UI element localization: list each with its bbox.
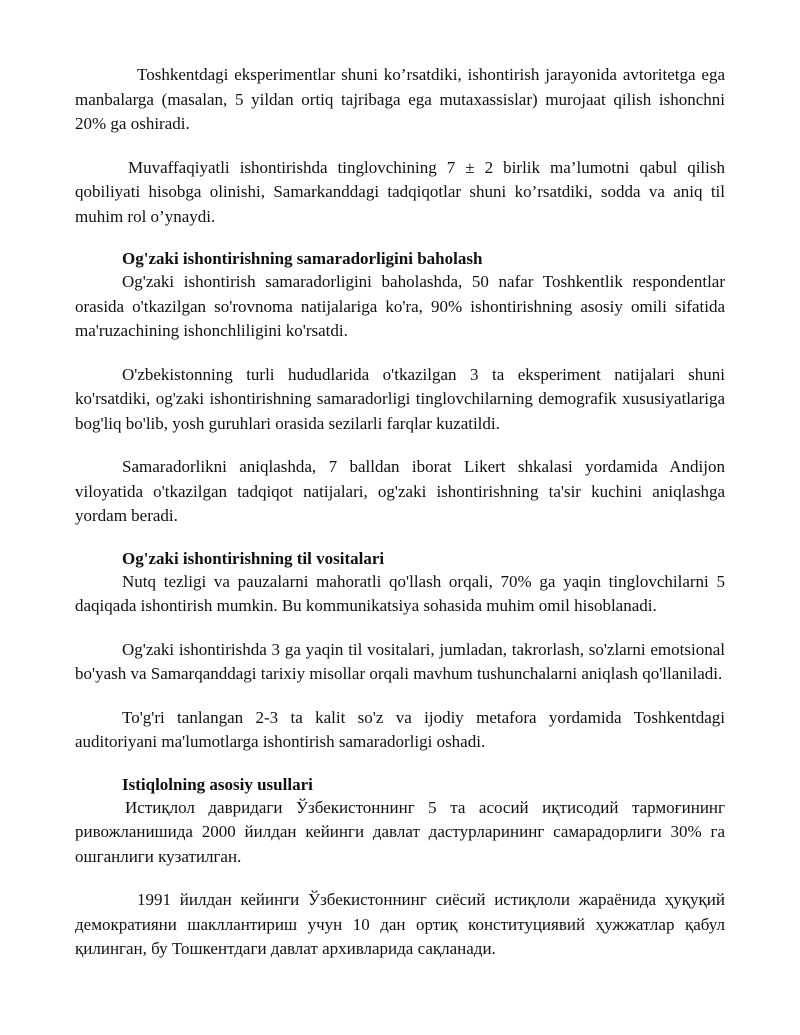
paragraph-constitutional-documents: 1991 йилдан кейинги Ўзбекистоннинг сиёсий истиқлоли жараёнида ҳуқуқий демократияни шакллантириш учун 10 дан ортиқ конституциявий ҳужжатлар қабул қилинган, бу Тошкентдаги давлат архивларида сақланади. [75, 890, 725, 958]
paragraph-likert-scale: Samaradorlikni aniqlashda, 7 balldan iborat Likert shkalasi yordamida Andijon viloyatida o'tkazilgan tadqiqot natijalari, og'zaki ishontirishning ta'sir kuchini aniqlashga yordam beradi. [75, 457, 725, 525]
paragraph-economic-sectors: Истиқлол давридаги Ўзбекистоннинг 5 та асосий иқтисодий тармоғининг ривожланишида 2000 йилдан кейинги давлат дастурларининг самарадорлиги 30% га ошганлиги кузатилган. [75, 797, 725, 866]
document-page [75, 63, 725, 962]
paragraph-regional-experiments: O'zbekistonning turli hududlarida o'tkazilgan 3 ta eksperiment natijalari shuni ko'rsatdiki, og'zaki ishontirishning samaradorligi tinglovchilarning demografik xususiyatlariga bog'liq bo'lib, yosh guruhlari orasida sezilarli farqlar kuzatildi. [75, 364, 725, 433]
heading-language-tools: Og'zaki ishontirishning til vositalari [122, 548, 385, 568]
paragraph-language-devices: Og'zaki ishontirishda 3 ga yaqin til vositalari, jumladan, takrorlash, so'zlarni emotsional bo'yash va Samarqanddagi tarixiy misollar orqali mavhum tushunchalarni aniqlash qo'llaniladi. [75, 639, 725, 683]
heading-evaluating-effectiveness: Og'zaki ishontirishning samaradorligini baholash [122, 249, 483, 268]
paragraph-speech-tempo: Nutq tezligi va pauzalarni mahoratli qo'llash orqali, 70% ga yaqin tinglovchilarni 5 daqiqada ishontirish mumkin. Bu kommunikatsiya sohasida muhim omil hisoblanadi. [75, 571, 725, 615]
paragraph-successful-persuasion: Muvaffaqiyatli ishontirishda tinglovchining 7 ± 2 birlik ma’lumotni qabul qilish qobiliyati hisobga olinishi, Samarkanddagi tadqiqotlar shuni ko’rsatdiki, sodda va aniq til muhim rol o’ynaydi. [75, 157, 725, 226]
paragraph-survey-results: Og'zaki ishontirish samaradorligini baholashda, 50 nafar Toshkentlik respondentlar orasida o'tkazilgan so'rovnoma natijalariga ko'ra, 90% ishontirishning asosiy omili sifatida ma'ruzachining ishonchliligini ko'rsatdi. [75, 272, 725, 340]
heading-independence-methods: Istiqlolning asosiy usullari [122, 774, 313, 794]
paragraph-keywords-metaphor: To'g'ri tanlangan 2-3 ta kalit so'z va ijodiy metafora yordamida Toshkentdagi auditoriyani ma'lumotlarga ishontirish samaradorligi oshadi. [75, 707, 725, 751]
paragraph-toshkent-experiments: Toshkentdagi eksperimentlar shuni ko’rsatdiki, ishontirish jarayonida avtoritetga ega manbalarga (masalan, 5 yildan ortiq tajribaga ega mutaxassislar) murojaat qilish ishonchni 20% ga oshiradi. [75, 65, 725, 133]
